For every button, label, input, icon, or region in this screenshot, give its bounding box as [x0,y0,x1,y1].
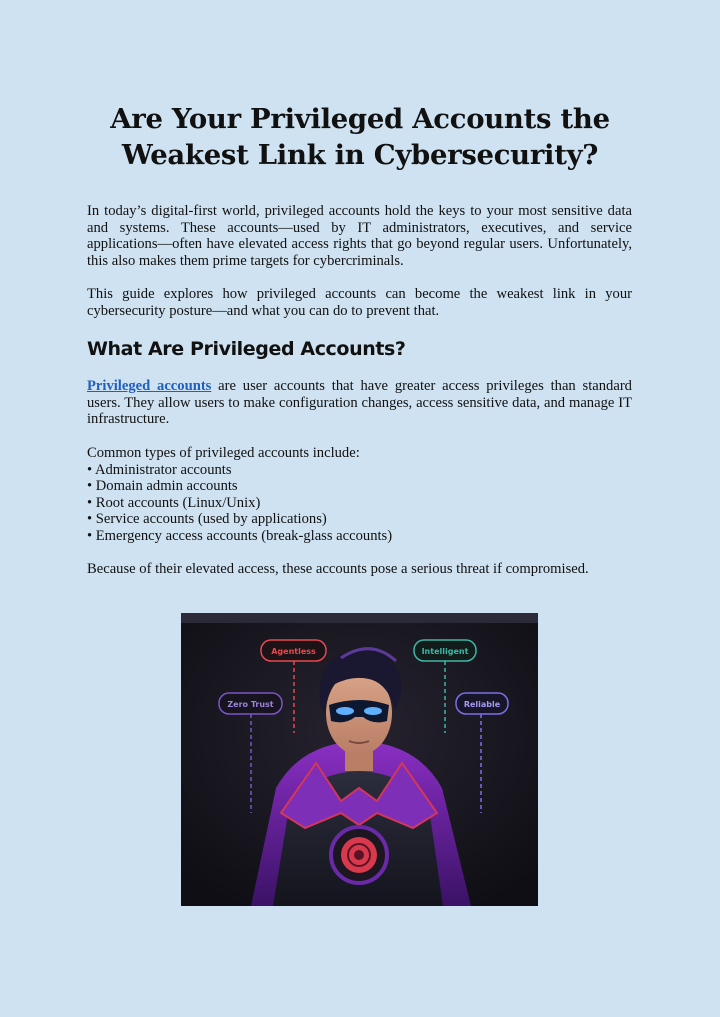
section-heading: What Are Privileged Accounts? [87,338,406,360]
superhero-admin-image [181,613,538,906]
conclusion-paragraph: Because of their elevated access, these accounts pose a serious threat if compromised. [87,561,589,577]
tag-intelligent [414,640,476,661]
hero-illustration [181,613,538,906]
tag-reliable [456,693,508,714]
list-item: • Root accounts (Linux/Unix) [87,494,261,511]
svg-text:Agentless: Agentless [271,647,316,656]
guide-paragraph: This guide explores how privileged accounts can become the weakest link in your cybersecurity posture—and what you can do to prevent that. [87,286,632,319]
tag-zero-trust [219,693,282,714]
svg-text:Intelligent: Intelligent [421,647,469,656]
privileged-accounts-link[interactable]: Privileged accounts [87,378,212,394]
list-item: • Administrator accounts [87,461,232,478]
list-item: • Domain admin accounts [87,478,238,494]
definition-text: are user accounts that have greater access privileges than standard users. They allow users to make configuration changes, access sensitive data, and manage IT infrastructure. [87,378,632,427]
intro-paragraph: In today’s digital-first world, privileged accounts hold the keys to your most sensitive data and systems. These accounts—used by IT administrators, executives, and service applications—often have elevated access rights that go beyond regular users. Unfortunately, this also makes them prime targets for cybercriminals. [87,203,632,269]
list-item: • Emergency access accounts (break-glass accounts) [87,527,393,544]
svg-text:Zero Trust: Zero Trust [227,700,274,709]
tag-agentless [261,640,326,661]
list-item: • Service accounts (used by applications) [87,511,327,527]
svg-text:Reliable: Reliable [463,700,501,709]
types-intro: Common types of privileged accounts include: [87,445,360,461]
page-title: Are Your Privileged Accounts the Weakest Link in Cybersecurity? [110,103,610,171]
definition-paragraph [87,378,632,428]
account-types-list [87,445,632,544]
